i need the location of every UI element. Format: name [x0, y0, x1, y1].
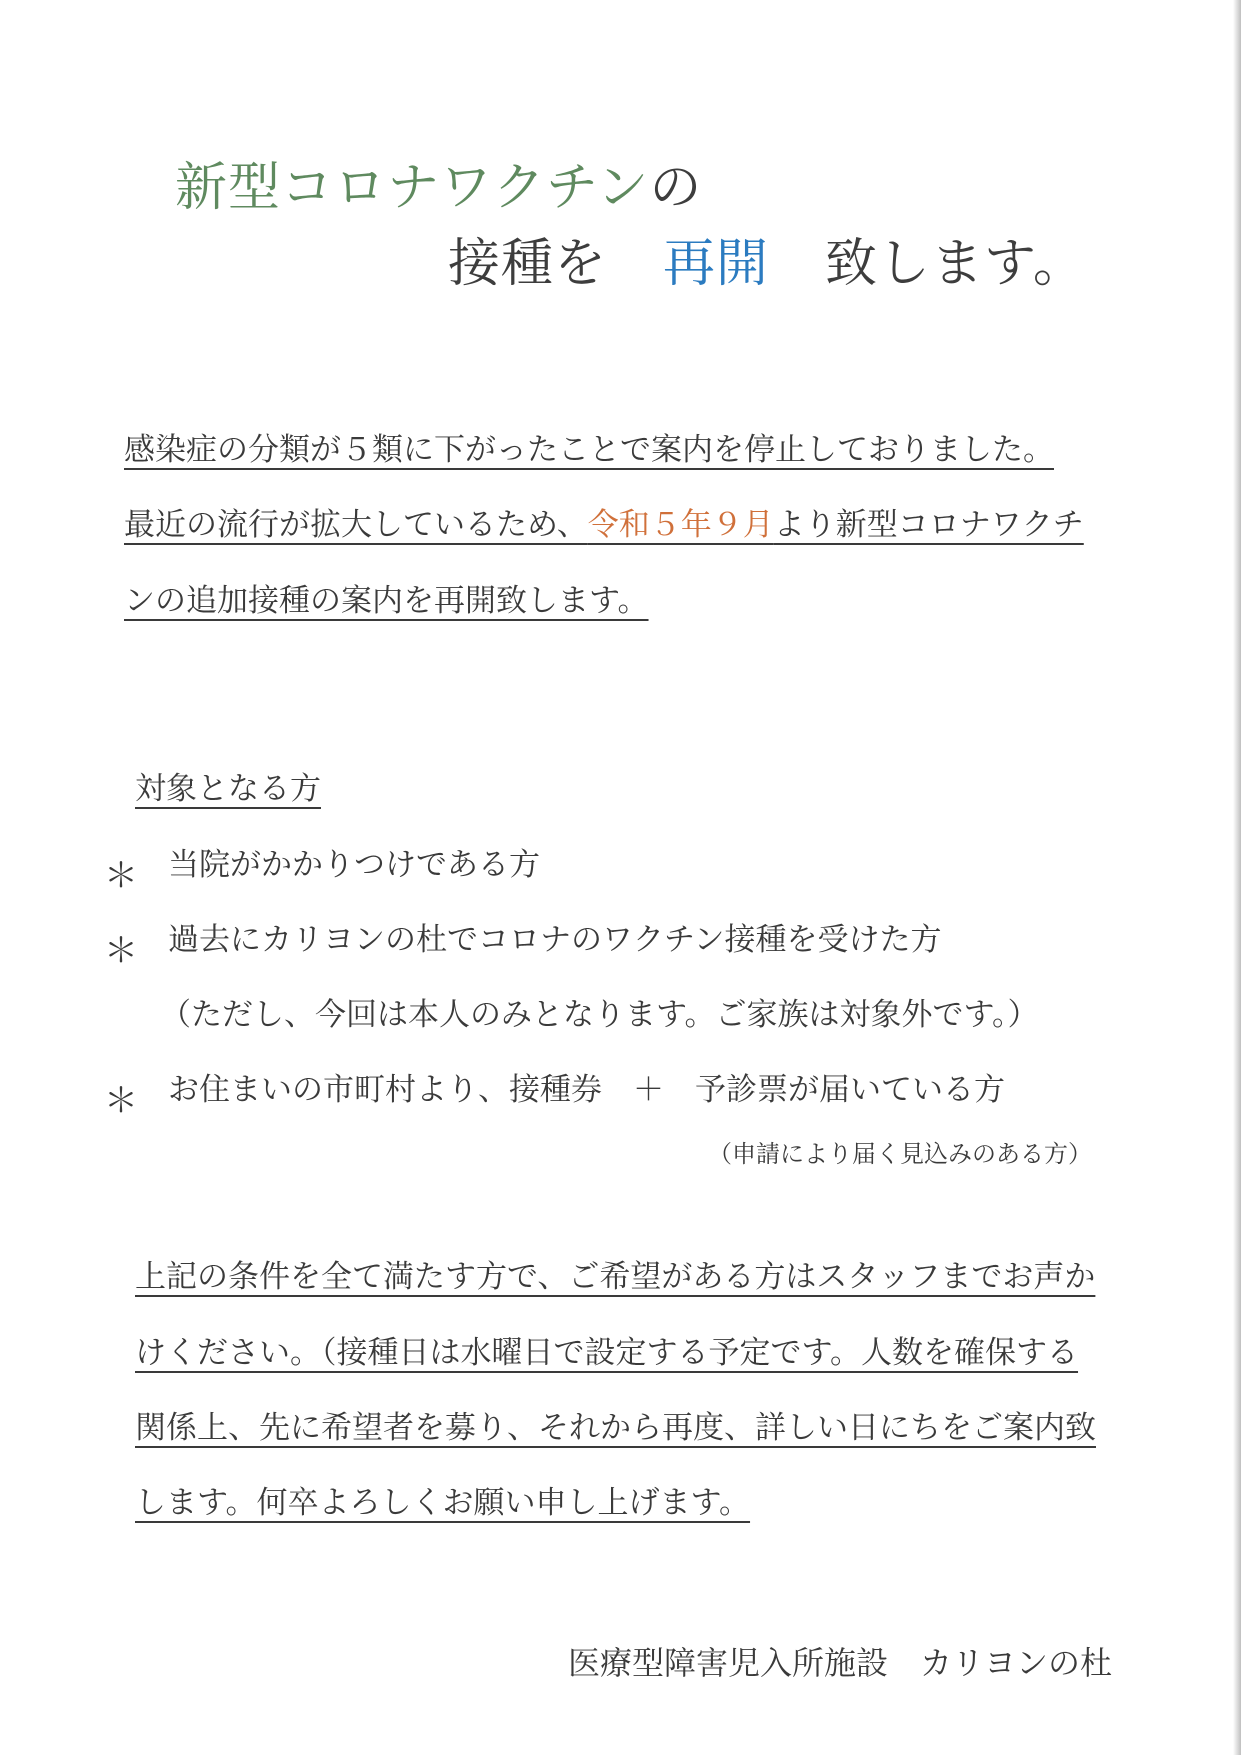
intro-line-2 — [124, 507, 1084, 543]
scan-edge-shadow — [1233, 0, 1241, 1755]
title-part-1: 接種を — [448, 234, 608, 294]
bullet-star: ＊ — [104, 931, 138, 971]
bullet-star: ＊ — [104, 856, 138, 896]
organization-name: 医療型障害児入所施設 カリヨンの杜 — [568, 1644, 1113, 1682]
intro-line-2-after: より新型コロナワクチ — [773, 507, 1084, 543]
bullet-star: ＊ — [104, 1081, 138, 1121]
closing-line-1: 上記の条件を全て満たす方で、ご希望がある方はスタッフまでお声か — [135, 1259, 1096, 1295]
title-line-2 — [448, 234, 1086, 294]
intro-line-1: 感染症の分類が５類に下がったことで案内を停止しておりました。 — [124, 432, 1054, 468]
title-resume-highlight: 再開 — [663, 234, 770, 294]
target-item-3: お住まいの市町村より、接種券 ＋ 予診票が届いている方 — [168, 1072, 1005, 1108]
title-line-1 — [175, 158, 703, 218]
title-part-2: 致します。 — [825, 234, 1086, 294]
target-item-2: 過去にカリヨンの杜でコロナのワクチン接種を受けた方 — [168, 922, 942, 958]
intro-line-3: ンの追加接種の案内を再開致します。 — [124, 583, 649, 619]
title-vaccine-name: 新型コロナワクチン — [175, 158, 650, 218]
title-particle: の — [649, 158, 703, 218]
closing-line-3: 関係上、先に希望者を募り、それから再度、詳しい日にちをご案内致 — [135, 1410, 1096, 1446]
closing-line-2: けください。（接種日は水曜日で設定する予定です。人数を確保する — [135, 1335, 1079, 1371]
intro-date: 令和５年９月 — [587, 507, 774, 543]
target-item-1: 当院がかかりつけである方 — [168, 847, 540, 883]
closing-line-4: します。何卒よろしくお願い申し上げます。 — [135, 1485, 751, 1521]
target-item-3-note: （申請により届く見込みのある方） — [708, 1140, 1092, 1168]
intro-line-2-before: 最近の流行が拡大しているため、 — [124, 507, 588, 543]
target-item-2-note: （ただし、今回は本人のみとなります。ご家族は対象外です。） — [160, 997, 1039, 1033]
target-heading: 対象となる方 — [135, 771, 321, 807]
